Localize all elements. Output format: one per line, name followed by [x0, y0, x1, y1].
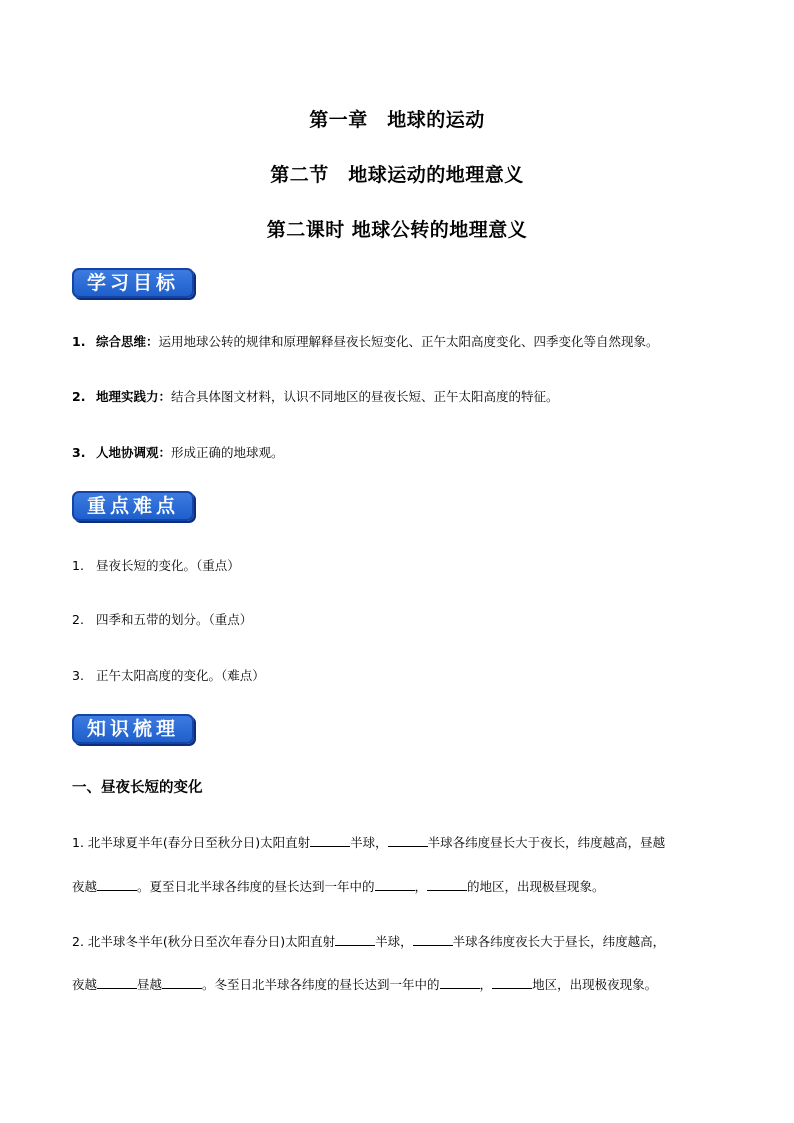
- p1-text: 半球，: [350, 835, 388, 850]
- key-point-item: [72, 666, 265, 684]
- objectives-badge: 学习目标: [72, 268, 194, 298]
- p1-text: 的地区，出现极昼现象。: [467, 879, 605, 894]
- objective-text: 形成正确的地球观。: [171, 445, 284, 460]
- fill-blank[interactable]: [427, 878, 467, 891]
- key-point-number: 3.: [72, 668, 84, 683]
- fill-blank[interactable]: [492, 976, 532, 989]
- fill-blank[interactable]: [413, 933, 453, 946]
- objective-number: 3.: [72, 445, 86, 460]
- paragraph-2-line-1: [72, 932, 665, 950]
- lesson-title: 第二课时 地球公转的地理意义: [266, 219, 528, 241]
- p2-text: 半球各纬度夜长大于昼长，纬度越高，: [452, 934, 666, 949]
- objective-number: 1.: [72, 334, 86, 349]
- p1-text: 1. 北半球夏半年(春分日至秋分日)太阳直射: [72, 835, 311, 850]
- key-point-text: 四季和五带的划分。（重点）: [96, 612, 253, 627]
- objective-item: [72, 387, 559, 405]
- objective-item: [72, 332, 659, 350]
- p2-text: 地区，出现极夜现象。: [532, 977, 658, 992]
- knowledge-badge: 知识梳理: [72, 714, 194, 744]
- p1-text: 半球各纬度昼长大于夜长，纬度越高，昼越: [427, 835, 666, 850]
- objective-number: 2.: [72, 389, 86, 404]
- key-point-text: 昼夜长短的变化。（重点）: [96, 558, 240, 573]
- key-point-number: 1.: [72, 558, 84, 573]
- objective-text: 运用地球公转的规律和原理解释昼夜长短变化、正午太阳高度变化、四季变化等自然现象。: [158, 334, 659, 349]
- p2-text: 半球，: [375, 934, 413, 949]
- p2-text: 。冬至日北半球各纬度的昼长达到一年中的: [202, 977, 440, 992]
- key-point-item: [72, 610, 252, 628]
- key-point-number: 2.: [72, 612, 84, 627]
- fill-blank[interactable]: [335, 933, 375, 946]
- fill-blank[interactable]: [310, 834, 350, 847]
- objective-item: [72, 443, 284, 461]
- p1-text: ，: [414, 879, 428, 894]
- section-title: 第二节 地球运动的地理意义: [270, 164, 524, 186]
- knowledge-heading: 一、昼夜长短的变化: [72, 780, 203, 796]
- objective-label: 地理实践力：: [96, 389, 172, 404]
- p2-text: 2. 北半球冬半年(秋分日至次年春分日)太阳直射: [72, 934, 336, 949]
- paragraph-1-line-1: [72, 833, 665, 851]
- fill-blank[interactable]: [162, 976, 202, 989]
- objective-label: 综合思维：: [96, 334, 159, 349]
- fill-blank[interactable]: [97, 976, 137, 989]
- paragraph-2-line-2: [72, 975, 657, 993]
- objective-text: 结合具体图文材料，认识不同地区的昼夜长短、正午太阳高度的特征。: [171, 389, 559, 404]
- key-points-badge: 重点难点: [72, 491, 194, 521]
- fill-blank[interactable]: [375, 878, 415, 891]
- fill-blank[interactable]: [440, 976, 480, 989]
- p1-text: 。夏至日北半球各纬度的昼长达到一年中的: [137, 879, 375, 894]
- paragraph-1-line-2: [72, 877, 605, 895]
- objective-label: 人地协调观：: [96, 445, 172, 460]
- p2-text: ，: [479, 977, 493, 992]
- key-point-item: [72, 556, 240, 574]
- p2-text: 昼越: [137, 977, 163, 992]
- fill-blank[interactable]: [97, 878, 137, 891]
- p2-text: 夜越: [72, 977, 98, 992]
- key-point-text: 正午太阳高度的变化。（难点）: [96, 668, 265, 683]
- fill-blank[interactable]: [388, 834, 428, 847]
- chapter-title: 第一章 地球的运动: [309, 109, 485, 131]
- p1-text: 夜越: [72, 879, 98, 894]
